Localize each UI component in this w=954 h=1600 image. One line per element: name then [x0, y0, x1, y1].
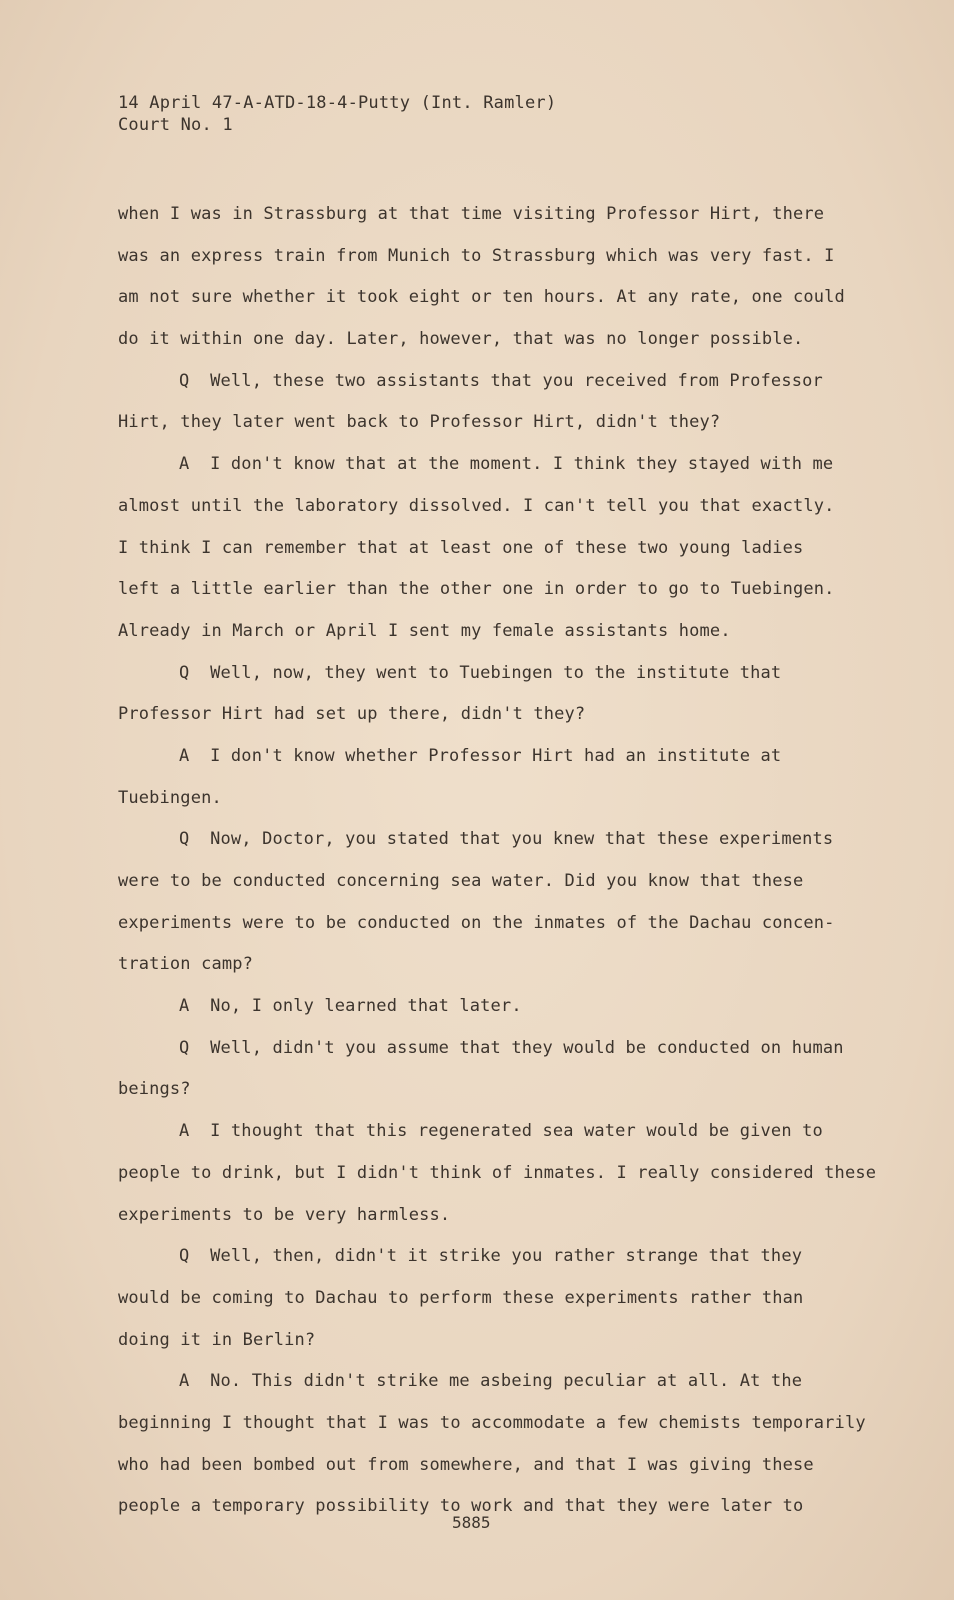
transcript-line: am not sure whether it took eight or ten hours. At any rate, one could	[118, 287, 845, 308]
header-reference-line: 14 April 47-A-ATD-18-4-Putty (Int. Ramler)	[118, 93, 557, 113]
transcript-line: left a little earlier than the other one in order to go to Tuebingen.	[118, 579, 835, 600]
transcript-line: experiments were to be conducted on the inmates of the Dachau concen-	[118, 912, 835, 933]
transcript-line: experiments to be very harmless.	[118, 1204, 451, 1225]
transcript-line: A I thought that this regenerated sea water would be given to	[179, 1121, 823, 1142]
transcript-line: Hirt, they later went back to Professor Hirt, didn't they?	[118, 412, 721, 433]
transcript-line: almost until the laboratory dissolved. I can't tell you that exactly.	[118, 495, 835, 516]
transcript-line: Q Now, Doctor, you stated that you knew that these experiments	[179, 829, 834, 850]
transcript-line: A No, I only learned that later.	[179, 996, 522, 1017]
transcript-line: beings?	[118, 1079, 191, 1100]
transcript-line: A I don't know that at the moment. I think they stayed with me	[179, 454, 834, 475]
transcript-line: Tuebingen.	[118, 787, 222, 808]
transcript-line: I think I can remember that at least one of these two young ladies	[118, 537, 804, 558]
transcript-line: people a temporary possibility to work and that they were later to	[118, 1496, 804, 1517]
transcript-body	[118, 194, 938, 1528]
transcript-line: A I don't know whether Professor Hirt had an institute at	[179, 745, 782, 766]
document-header	[118, 92, 556, 136]
transcript-line: people to drink, but I didn't think of inmates. I really considered these	[118, 1162, 877, 1183]
transcript-line: Q Well, now, they went to Tuebingen to the institute that	[179, 662, 782, 683]
transcript-line: do it within one day. Later, however, that was no longer possible.	[118, 329, 804, 350]
transcript-line: Q Well, didn't you assume that they would be conducted on human	[179, 1037, 844, 1058]
page-number: 5885	[452, 1513, 491, 1532]
header-court-line: Court No. 1	[118, 115, 233, 135]
transcript-line: was an express train from Munich to Strassburg which was very fast. I	[118, 245, 835, 266]
transcript-line: Professor Hirt had set up there, didn't they?	[118, 704, 586, 725]
transcript-line: A No. This didn't strike me asbeing peculiar at all. At the	[179, 1371, 803, 1392]
transcript-line: doing it in Berlin?	[118, 1329, 316, 1350]
transcript-line: Q Well, then, didn't it strike you rather strange that they	[179, 1246, 803, 1267]
transcript-line: Q Well, these two assistants that you received from Professor	[179, 370, 823, 391]
transcript-line: beginning I thought that I was to accommodate a few chemists temporarily	[118, 1412, 866, 1433]
transcript-line: would be coming to Dachau to perform these experiments rather than	[118, 1287, 804, 1308]
transcript-line: Already in March or April I sent my female assistants home.	[118, 620, 731, 641]
transcript-line: who had been bombed out from somewhere, and that I was giving these	[118, 1454, 814, 1475]
transcript-line: when I was in Strassburg at that time visiting Professor Hirt, there	[118, 204, 825, 224]
transcript-line: tration camp?	[118, 954, 254, 975]
transcript-line: were to be conducted concerning sea water. Did you know that these	[118, 871, 804, 891]
